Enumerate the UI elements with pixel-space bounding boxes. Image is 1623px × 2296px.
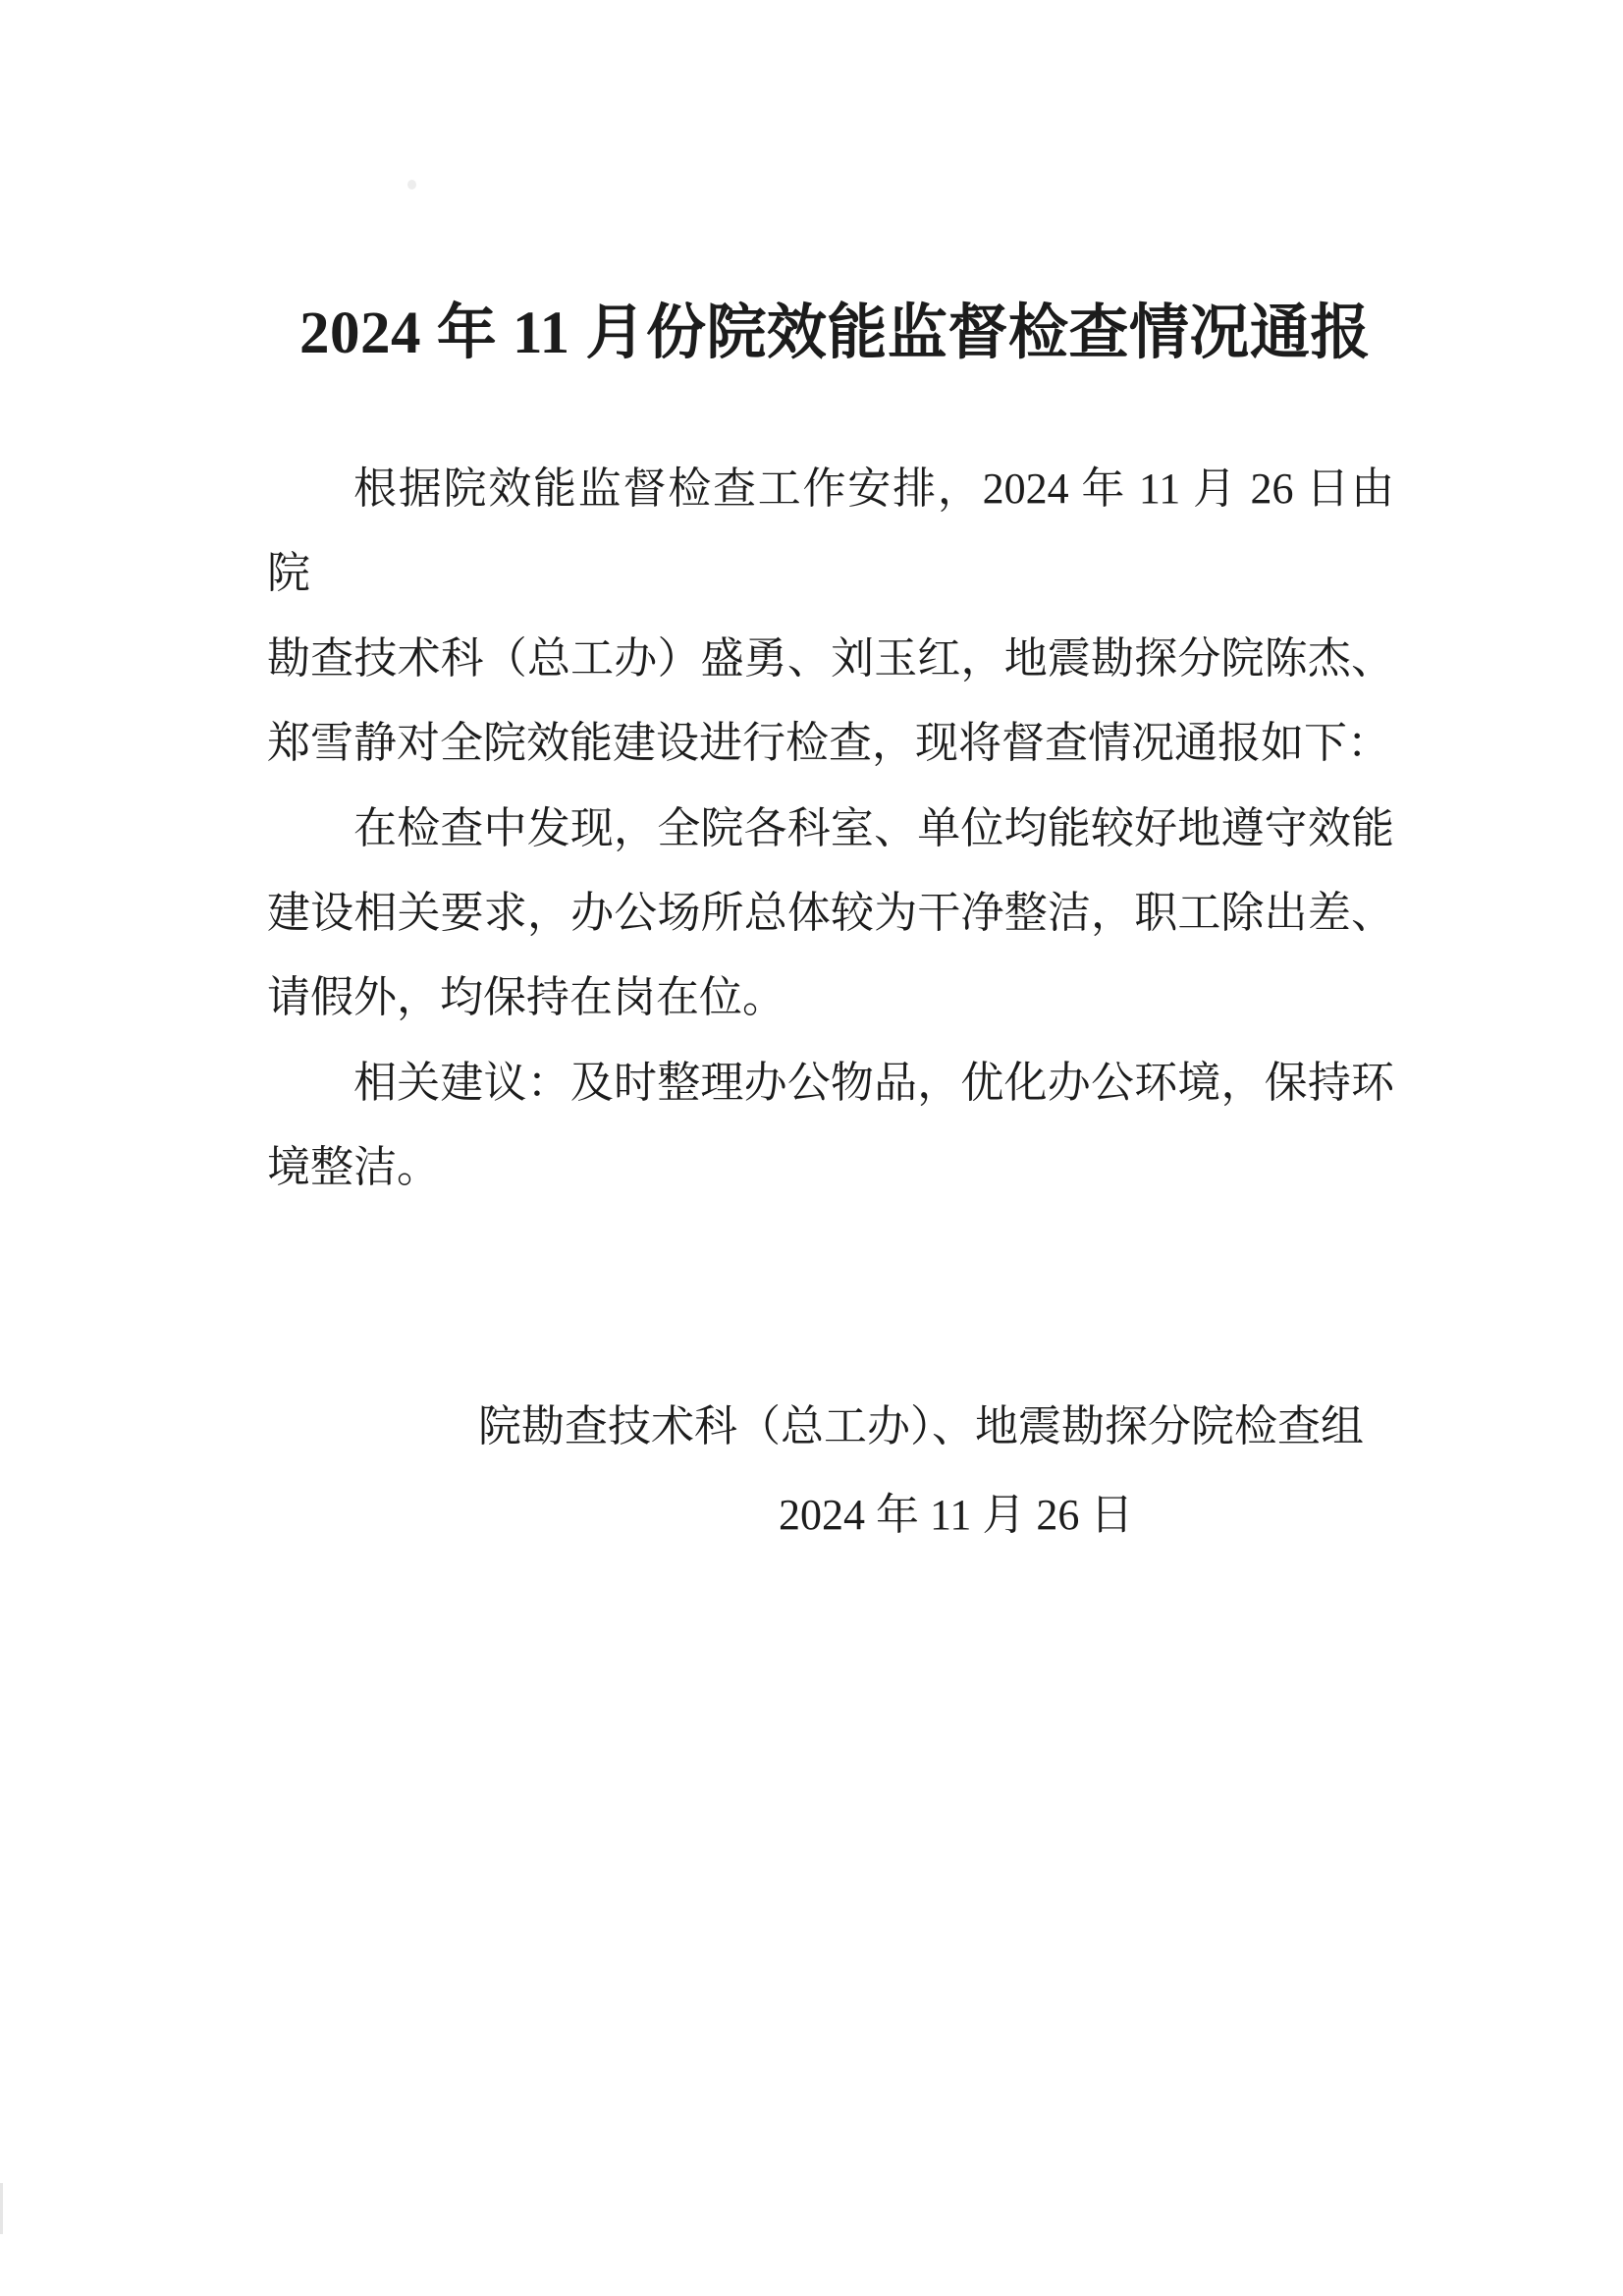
paragraph1-line2: 勘查技术科（总工办）盛勇、刘玉红，地震勘探分院陈杰、 — [267, 633, 1394, 683]
paragraph1-line3: 郑雪静对全院效能建设进行检查，现将督查情况通报如下： — [267, 719, 1390, 768]
signature-date: 2024 年 11 月 26 日 — [779, 1491, 1134, 1539]
paragraph2-line1: 在检查中发现，全院各科室、单位均能较好地遵守效能 — [353, 803, 1394, 852]
signature-block — [267, 1383, 1394, 1559]
document-body — [267, 447, 1394, 1211]
signature-unit: 院勘查技术科（总工办）、地震勘探分院检查组 — [478, 1402, 1364, 1450]
paragraph3-line1: 相关建议：及时整理办公物品，优化办公环境，保持环 — [353, 1058, 1394, 1107]
paragraph1-line1: 根据院效能监督检查工作安排，2024 年 11 月 26 日由院 — [267, 465, 1394, 598]
paragraph3-line2: 境整洁。 — [267, 1143, 440, 1192]
document-title: 2024 年 11 月份院效能监督检查情况通报 — [299, 301, 1371, 366]
scan-edge-artifact — [0, 2183, 3, 2234]
paragraph2-line3: 请假外，均保持在岗在位。 — [267, 973, 785, 1022]
paragraph2-line2: 建设相关要求，办公场所总体较为干净整洁，职工除出差、 — [267, 889, 1394, 938]
scan-speck-artifact — [407, 180, 416, 190]
